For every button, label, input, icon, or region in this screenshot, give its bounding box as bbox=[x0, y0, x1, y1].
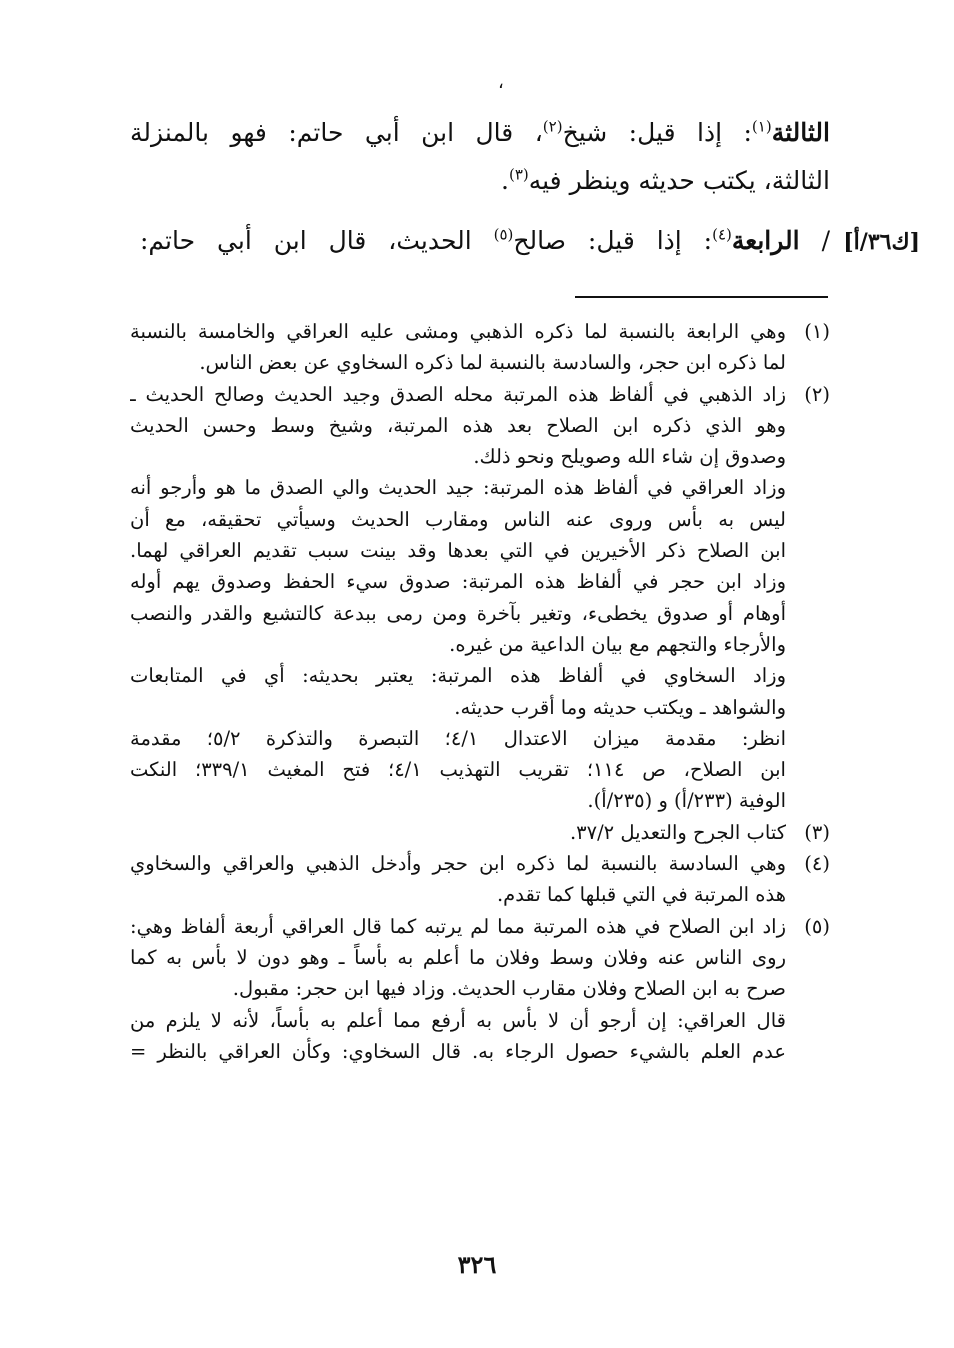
footnote-ref-1[interactable]: (١) bbox=[751, 117, 772, 136]
section-label-third: الثالثة bbox=[771, 118, 830, 147]
footnote-number: (٤) bbox=[804, 852, 830, 876]
footnote-line: والشواهد ـ ويكتب حديثه وما أقرب حديثه. bbox=[454, 695, 786, 719]
main-text-line-3 bbox=[140, 220, 830, 262]
footnote-5 bbox=[130, 911, 830, 1067]
main-text-segment: الحديث، قال ابن أبي حاتم: bbox=[140, 226, 494, 255]
main-text-line-2 bbox=[501, 160, 830, 202]
footnotes-section bbox=[130, 316, 830, 1067]
footnote-ref-5[interactable]: (٥) bbox=[493, 225, 514, 244]
footnote-separator bbox=[575, 296, 828, 298]
footnote-line: وزاد العراقي في ألفاظ هذه المرتبة: جيد الحديث والي الصدق ما هو وأرجو أنه bbox=[130, 476, 786, 500]
footnote-number: (١) bbox=[804, 320, 830, 343]
footnote-line: أوهام أو صدوق يخطىء، وتغير بآخرة ومن رمى ببدعة كالتشيع والقدر والنصب bbox=[130, 601, 786, 625]
footnote-line: ليس به بأس وروى عنه الناس ومقارب الحديث وسيأتي تحقيقه، مع أن bbox=[130, 507, 786, 531]
main-text-line-1 bbox=[130, 112, 830, 154]
page-number: ٣٢٦ bbox=[457, 1250, 497, 1279]
main-text-segment: . bbox=[501, 166, 509, 195]
footnote-line: كتاب الجرح والتعديل ٣٧/٢. bbox=[569, 820, 786, 844]
footnote-line: انظر: مقدمة ميزان الاعتدال ٤/١؛ التبصرة والتذكرة ٥/٢؛ مقدمة bbox=[130, 726, 786, 750]
footnote-line: لما ذكره ابن حجر، والسادسة بالنسبة لما ذكره السخاوي عن بعض الناس. bbox=[199, 351, 786, 375]
main-text-segment: : إذا قيل: شيخ bbox=[562, 118, 752, 147]
footnote-line: زاد الذهبي في ألفاظ هذه المرتبة محله الصدق وجيد الحديث وصالح الحديث ـ bbox=[130, 382, 786, 406]
footnote-line: وزاد السخاوي في ألفاظ هذه المرتبة: يعتبر بحديثه: أي في المتابعات bbox=[130, 664, 786, 688]
footnote-line: ابن الصلاح ذكر الأخيرين في التي بعدها وقد بينت سبب تقديم العراقي لهما. bbox=[130, 539, 786, 563]
footnote-line: قال العراقي: إن أرجو أن لا بأس به أرفع مما أعلم به بأساً، لأنه لا يلزم من bbox=[130, 1008, 786, 1032]
footnote-line: صرح به ابن الصلاح وفلان مقارب الحديث. وزاد فيها ابن حجر: مقبول. bbox=[232, 977, 786, 1001]
footnote-line: هذه المرتبة في التي قبلها كما تقدم. bbox=[496, 883, 786, 907]
top-mark: ، bbox=[498, 72, 504, 93]
footnote-line: ابن الصلاح، ص ١١٤؛ تقريب التهذيب ٤/١؛ فتح المغيث ٣٣٩/١؛ النكت bbox=[130, 758, 786, 782]
footnote-ref-4[interactable]: (٤) bbox=[712, 225, 732, 244]
footnote-line: وصدوق إن شاء الله وصويلح ونحو ذلك. bbox=[473, 445, 786, 469]
footnote-ref-3[interactable]: (٣) bbox=[508, 165, 529, 184]
footnote-line: وهو الذي ذكره ابن الصلاح بعد هذه المرتبة، وشيخ وسط وحسن الحديث bbox=[130, 413, 786, 437]
folio-slash: / bbox=[821, 226, 830, 255]
footnote-2 bbox=[130, 379, 830, 817]
footnote-number: (٢) bbox=[804, 382, 830, 406]
footnote-line: وهي السادسة بالنسبة لما ذكره ابن حجر وأدخل الذهبي والعراقي والسخاوي bbox=[130, 852, 786, 876]
footnote-number: (٥) bbox=[804, 914, 830, 938]
footnote-1 bbox=[130, 316, 830, 379]
footnote-line: الوفية (٢٣٣/أ) و (٢٣٥/أ). bbox=[587, 789, 786, 813]
footnote-line: وزاد ابن حجر في ألفاظ هذه المرتبة: صدوق سيء الحفظ وصدوق يهم أوله bbox=[130, 570, 786, 594]
footnote-number: (٣) bbox=[804, 820, 830, 844]
manuscript-margin-ref: [ك٣٦/أ] bbox=[843, 229, 920, 255]
main-text-segment: : إذا قيل: صالح bbox=[513, 226, 713, 255]
footnote-line: روى الناس عنه وفلان وسط وفلان ما أعلم به بأساً ـ وهو دون لا بأس به كما bbox=[130, 945, 786, 969]
footnote-line: وهي الرابعة بالنسبة لما ذكره الذهبي ومشى عليه العراقي والخامسة بالنسبة bbox=[130, 320, 786, 343]
footnote-line: عدم العلم بالشيء حصول الرجاء به. قال السخاوي: وكأن العراقي بالنظر = bbox=[130, 1039, 786, 1063]
main-text-segment: الثالثة، يكتب حديثه وينظر فيه bbox=[528, 166, 830, 195]
footnote-ref-2[interactable]: (٢) bbox=[542, 117, 563, 136]
footnote-line: والأرجاء والتجهم مع بيان الداعية من غيره. bbox=[449, 632, 786, 656]
footnote-line: زاد ابن الصلاح في هذه المرتبة مما لم يرتبه كما قال العراقي أربعة ألفاظ وهي: bbox=[130, 914, 786, 938]
footnote-4 bbox=[130, 848, 830, 911]
main-text-segment: ، قال ابن أبي حاتم: فهو بالمنزلة bbox=[130, 118, 543, 147]
section-label-fourth: الرابعة bbox=[731, 226, 800, 255]
footnote-3 bbox=[130, 817, 830, 848]
